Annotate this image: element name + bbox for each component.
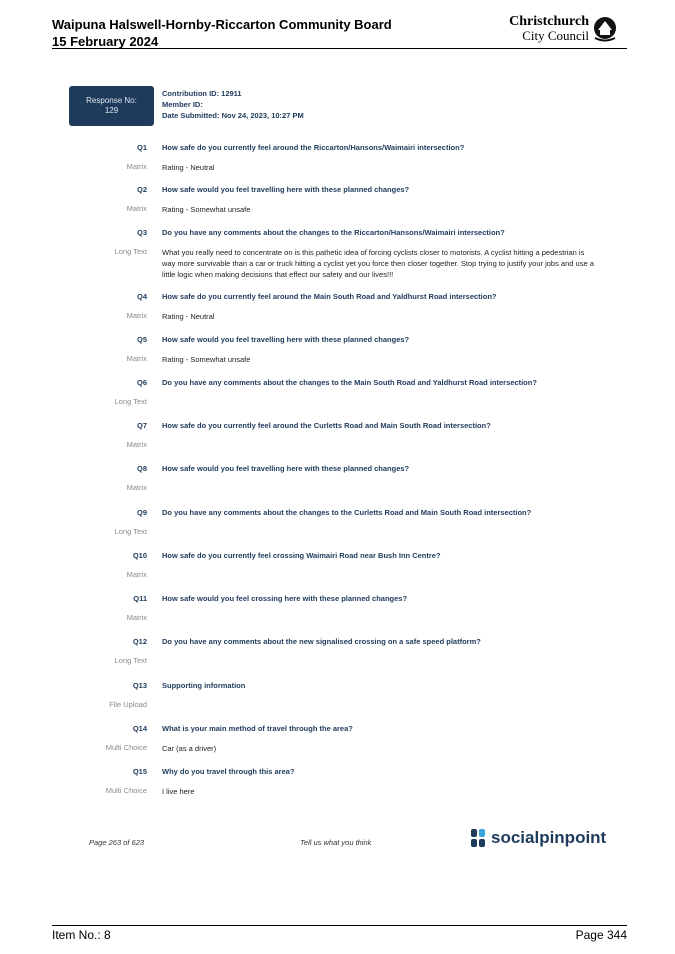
question-text: How safe would you feel travelling here with these planned changes? <box>162 335 410 344</box>
answer-row <box>69 613 599 627</box>
question-type: Long Text <box>114 656 147 665</box>
question-row <box>69 464 599 478</box>
christchurch-cathedral-logo-icon <box>593 16 617 42</box>
question-text: How safe would you feel travelling here with these planned changes? <box>162 185 410 194</box>
question-type: Multi Choice <box>105 743 147 752</box>
response-label: Response No: <box>86 96 137 105</box>
question-number: Q15 <box>132 767 147 776</box>
board-name: Waipuna Halswell-Hornby-Riccarton Community Board <box>52 17 392 32</box>
answer-row <box>69 162 599 176</box>
question-text: How safe do you currently feel around the Curletts Road and Main South Road intersection? <box>162 421 491 430</box>
question-text: How safe do you currently feel around the Riccarton/Hansons/Waimairi intersection? <box>162 143 465 152</box>
question-number: Q11 <box>133 594 147 603</box>
footer-divider <box>52 925 627 926</box>
question-type: Matrix <box>126 162 147 171</box>
question-type: Long Text <box>114 527 147 536</box>
question-number: Q6 <box>136 378 147 387</box>
answer-row <box>69 656 599 670</box>
question-text: Do you have any comments about the changes to the Riccarton/Hansons/Waimairi intersection? <box>162 228 505 237</box>
question-text: How safe would you feel crossing here with these planned changes? <box>162 594 408 603</box>
question-number: Q12 <box>132 637 147 646</box>
question-row <box>69 335 599 349</box>
answer-row <box>69 397 599 411</box>
question-row <box>69 637 599 651</box>
answer-row <box>69 204 599 218</box>
answer-text: What you really need to concentrate on is this pathetic idea of forcing cyclists closer to motorists. A cyclist hitting a pedestrian is way more survivable than a car or truck hitting a cyclist yet you force then closer together. Stop trying to justify your jobs and use a little logic when making decisions that effect our safety and our lives!!! <box>162 248 594 279</box>
survey-page-number: Page 263 of 623 <box>89 838 145 847</box>
contribution-id: Contribution ID: 12911 <box>162 89 242 98</box>
question-type: Matrix <box>126 570 147 579</box>
question-text: How safe do you currently feel crossing Waimairi Road near Bush Inn Centre? <box>162 551 441 560</box>
question-type: Multi Choice <box>105 786 147 795</box>
question-row <box>69 508 599 522</box>
question-row <box>69 143 599 157</box>
question-row <box>69 228 599 242</box>
question-number: Q5 <box>136 335 147 344</box>
answer-row <box>69 247 599 279</box>
answer-row <box>69 440 599 454</box>
response-number-badge <box>69 86 154 126</box>
answer-text: Rating - Neutral <box>162 163 215 172</box>
header-divider <box>52 48 627 49</box>
question-row <box>69 551 599 565</box>
meeting-date: 15 February 2024 <box>52 34 159 49</box>
item-number: Item No.: 8 <box>52 928 111 942</box>
question-type: Long Text <box>114 247 147 256</box>
answer-row <box>69 786 599 800</box>
question-row <box>69 594 599 608</box>
question-number: Q9 <box>136 508 147 517</box>
answer-row <box>69 743 599 757</box>
question-number: Q8 <box>136 464 147 473</box>
question-number: Q14 <box>132 724 147 733</box>
question-text: Do you have any comments about the changes to the Main South Road and Yaldhurst Road intersection? <box>162 378 537 387</box>
member-id: Member ID: <box>162 100 203 109</box>
question-type: Matrix <box>126 204 147 213</box>
question-type: Long Text <box>114 397 147 406</box>
document-header-title <box>52 16 392 50</box>
date-submitted: Date Submitted: Nov 24, 2023, 10:27 PM <box>162 111 304 120</box>
question-number: Q13 <box>132 681 147 690</box>
contribution-info <box>162 88 304 121</box>
logo-line1: Christchurch <box>509 14 589 29</box>
question-row <box>69 185 599 199</box>
question-row <box>69 681 599 695</box>
question-type: Matrix <box>126 354 147 363</box>
question-text: How safe would you feel travelling here with these planned changes? <box>162 464 410 473</box>
question-text: Supporting information <box>162 681 246 690</box>
answer-text: Rating - Somewhat unsafe <box>162 355 251 364</box>
question-number: Q1 <box>136 143 147 152</box>
answer-text: I live here <box>162 787 195 796</box>
council-logo <box>509 15 617 43</box>
question-text: Do you have any comments about the changes to the Curletts Road and Main South Road intersection? <box>162 508 532 517</box>
socialpinpoint-brand <box>470 828 606 848</box>
question-text: What is your main method of travel through the area? <box>162 724 353 733</box>
tagline: Tell us what you think <box>300 838 372 847</box>
answer-row <box>69 483 599 497</box>
answer-row <box>69 570 599 584</box>
answer-text: Car (as a driver) <box>162 744 217 753</box>
brand-name: socialpinpoint <box>491 828 607 847</box>
question-type: Matrix <box>126 311 147 320</box>
question-row <box>69 767 599 781</box>
question-text: Do you have any comments about the new signalised crossing on a safe speed platform? <box>162 637 481 646</box>
answer-row <box>69 527 599 541</box>
question-type: Matrix <box>126 440 147 449</box>
answer-text: Rating - Somewhat unsafe <box>162 205 251 214</box>
question-number: Q2 <box>136 185 147 194</box>
logo-line2: City Council <box>522 28 589 43</box>
response-number: 129 <box>104 106 119 115</box>
answer-text: Rating - Neutral <box>162 312 215 321</box>
page-number: Page 344 <box>575 928 627 942</box>
question-type: File Upload <box>109 700 147 709</box>
question-text: How safe do you currently feel around the Main South Road and Yaldhurst Road intersection? <box>162 292 497 301</box>
question-type: Matrix <box>126 483 147 492</box>
question-row <box>69 421 599 435</box>
question-type: Matrix <box>126 613 147 622</box>
question-number: Q3 <box>136 228 147 237</box>
question-number: Q7 <box>136 421 147 430</box>
question-text: Why do you travel through this area? <box>162 767 295 776</box>
socialpinpoint-logo-icon <box>470 828 486 848</box>
question-row <box>69 378 599 392</box>
answer-row <box>69 700 599 714</box>
question-row <box>69 724 599 738</box>
question-number: Q10 <box>132 551 147 560</box>
answer-row <box>69 311 599 325</box>
question-row <box>69 292 599 306</box>
answer-row <box>69 354 599 368</box>
question-number: Q4 <box>136 292 147 301</box>
